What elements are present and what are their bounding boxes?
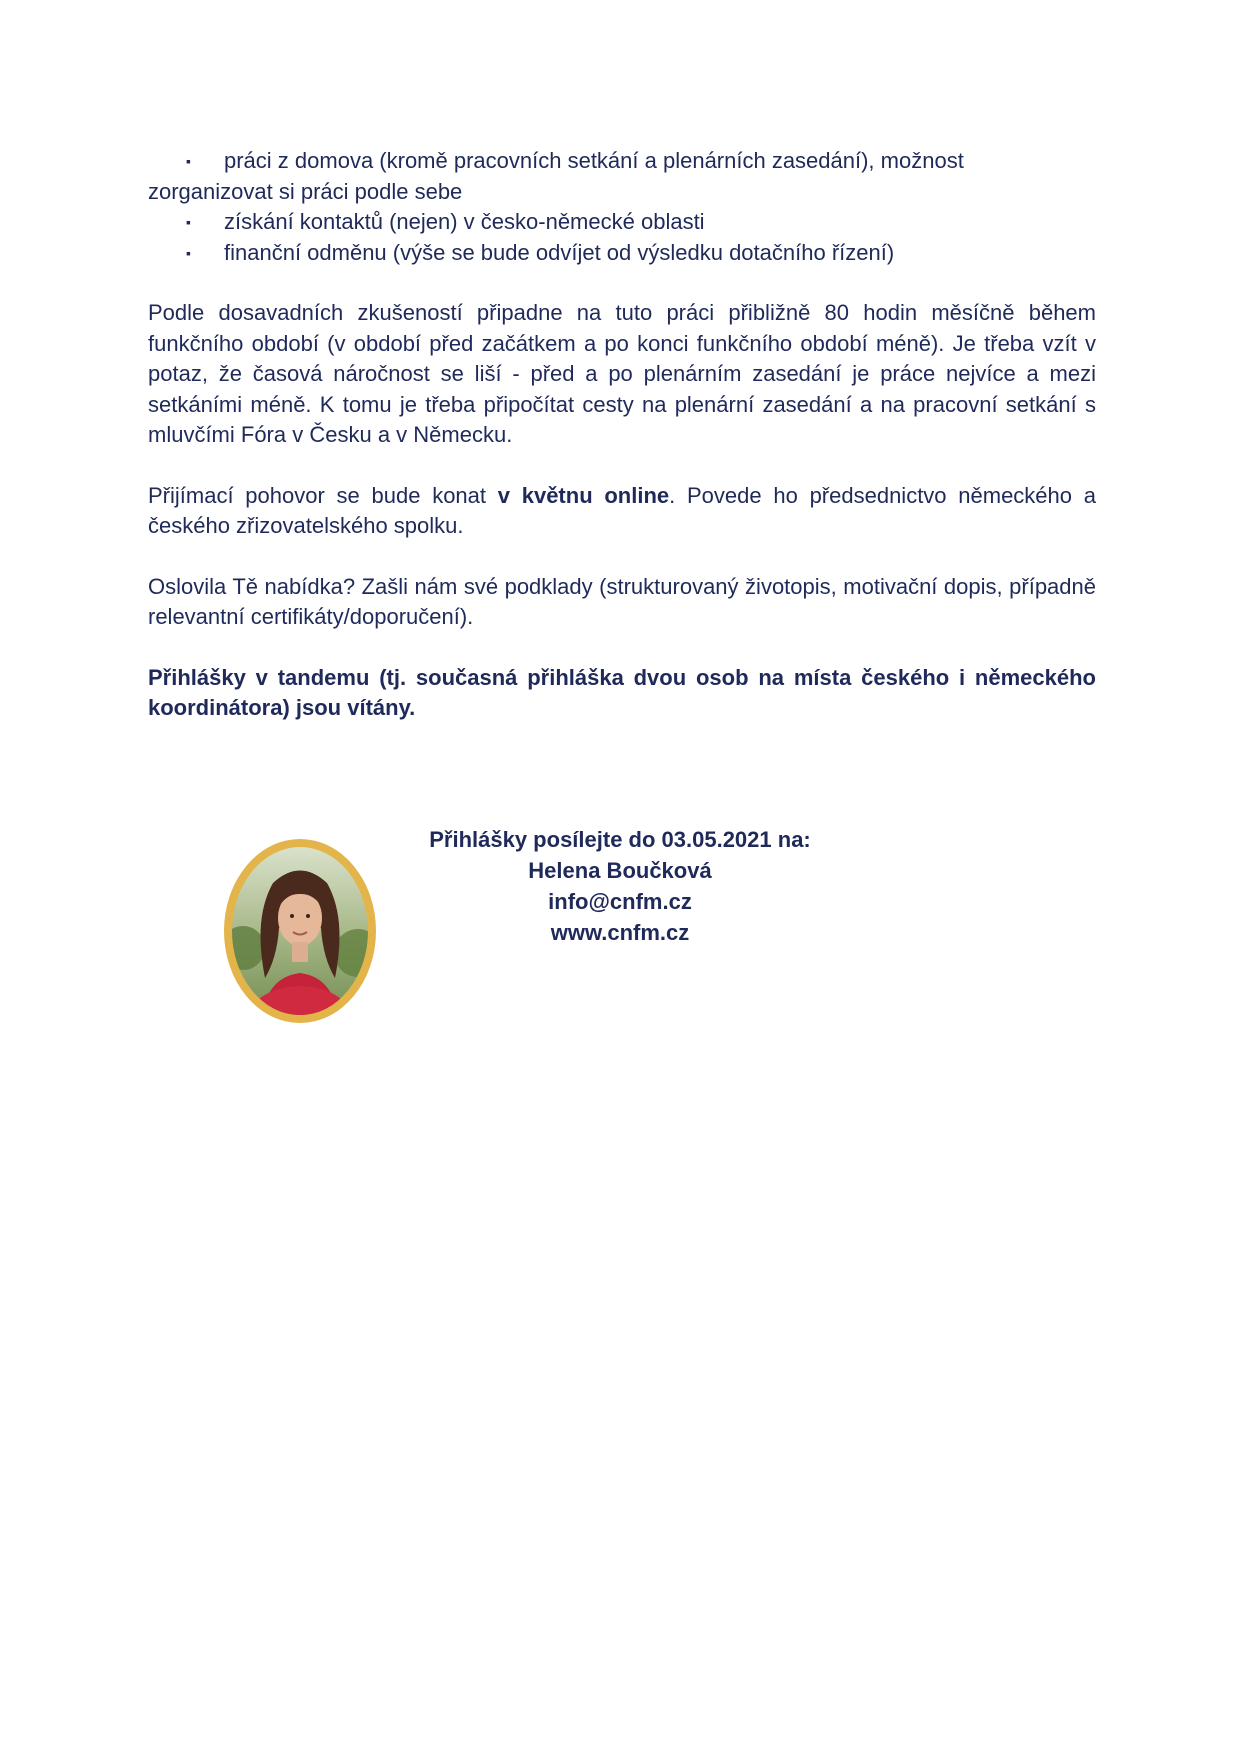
list-item [148, 146, 1096, 207]
document-body [148, 146, 1096, 724]
square-bullet-icon: ▪ [186, 244, 191, 261]
contact-name: Helena Boučková [528, 858, 712, 883]
benefits-list [148, 146, 1096, 268]
contact-heading: Přihlášky posílejte do 03.05.2021 na: [429, 827, 811, 852]
interview-text-start: Přijímací pohovor se bude konat [148, 482, 498, 508]
interview-text-end: . Povede ho předsednictvo německého a českého zřizovatelského spolku. [148, 482, 1096, 538]
list-item-text: práci z domova (kromě pracovních setkání a plenárních zasedání), možnost [224, 148, 964, 173]
list-item [186, 207, 1096, 238]
contact-email-link[interactable]: info@cnfm.cz [548, 889, 692, 914]
contact-website-link[interactable]: www.cnfm.cz [550, 920, 690, 945]
square-bullet-icon: ▪ [186, 214, 191, 230]
application-paragraph: Oslovila Tě nabídka? Zašli nám své podklady (strukturovaný životopis, motivační dopis, případně relevantní certifikáty/doporučení). [148, 573, 1096, 629]
interview-paragraph [148, 481, 1096, 542]
contact-block [360, 824, 880, 948]
interview-date-highlight: v květnu online [497, 482, 670, 508]
workload-paragraph: Podle dosavadních zkušeností připadne na tuto práci přibližně 80 hodin měsíčně během funkčního období (v období před začátkem a po konci funkčního období méně). Je třeba vzít v potaz, že časová náročnost se liší - před a po plenárním zasedání je práce nejvíce a mezi setkáními méně. K tomu je třeba připočítat cesty na plenární zasedání a na pracovní setkání s mluvčími Fóra v Česku a v Německu. [148, 300, 1096, 447]
list-item-text-continued: zorganizovat si práci podle sebe [148, 178, 463, 204]
tandem-paragraph: Přihlášky v tandemu (tj. současná přihláška dvou osob na místa českého i německého koordinátora) jsou vítány. [148, 664, 1096, 720]
contact-photo [223, 838, 377, 1024]
list-item [186, 238, 1096, 269]
square-bullet-icon: ▪ [186, 153, 191, 169]
list-item-text: finanční odměnu (výše se bude odvíjet od výsledku dotačního řízení) [224, 239, 895, 265]
list-item-text: získání kontaktů (nejen) v česko-německé oblasti [224, 209, 705, 234]
